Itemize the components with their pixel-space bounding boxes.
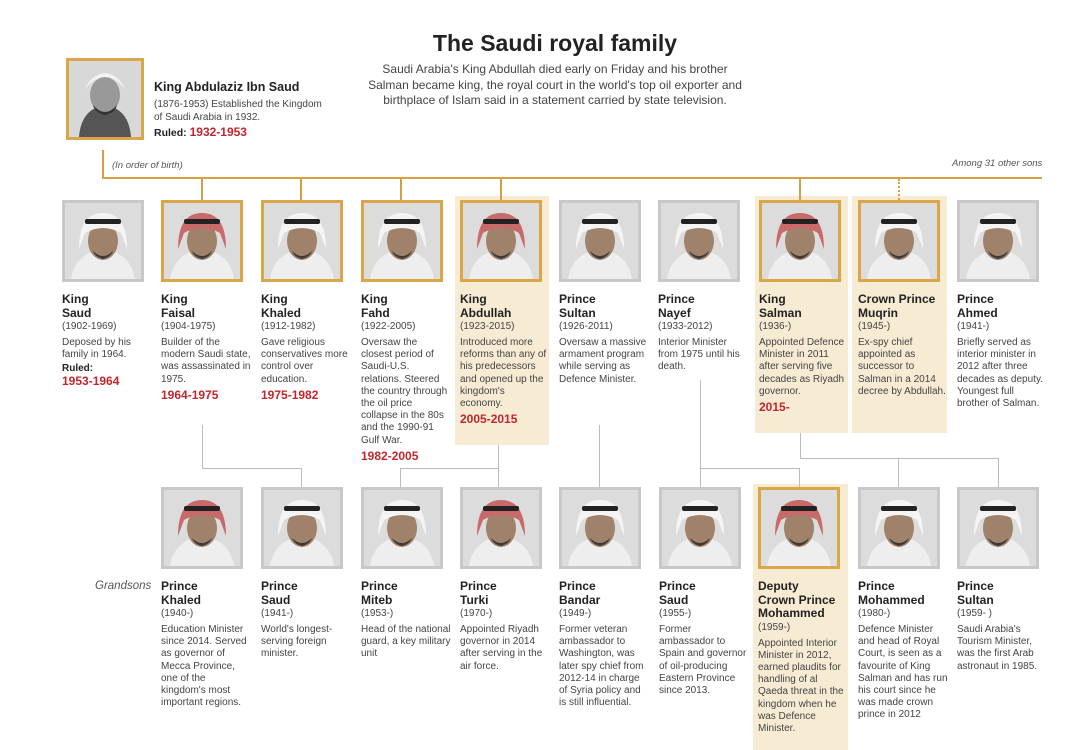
- portrait-fahd: [361, 200, 443, 282]
- son-ruled: 2005-2015: [460, 412, 518, 427]
- grandson-card-turki: [460, 487, 550, 673]
- son-card-abdullah: [460, 200, 550, 426]
- drop-khaled: [300, 177, 302, 200]
- son-ruled: 1953-1964: [62, 374, 120, 389]
- portrait-saud: [62, 200, 144, 282]
- gconn-salman: [800, 433, 801, 459]
- gconn-abdullah: [498, 445, 499, 487]
- gconn-abdullah-h: [400, 468, 499, 469]
- grandson-name: Prince Turki: [460, 579, 497, 607]
- portrait-turki: [460, 487, 542, 569]
- grandson-years: (1949-): [559, 608, 592, 619]
- son-years: (1912-1982): [261, 321, 316, 332]
- grandson-name: Prince Saud: [659, 579, 696, 607]
- son-years: (1933-2012): [658, 321, 713, 332]
- son-description: Ex-spy chief appointed as successor to Salman in a 2014 decree by Abdullah.: [858, 337, 946, 397]
- gconn-sultanbs-drop: [998, 458, 999, 487]
- son-name: King Saud: [62, 292, 92, 320]
- gconn-mbn-drop: [799, 468, 800, 487]
- son-card-sultan: [559, 200, 649, 386]
- son-name: Prince Nayef: [658, 292, 695, 320]
- portrait-miteb: [361, 487, 443, 569]
- grandson-description: Appointed Riyadh governor in 2014 after serving in the air force.: [460, 624, 543, 672]
- grandson-card-saud: [261, 487, 351, 661]
- son-description: Appointed Defence Minister in 2011 after serving five decades as Riyadh governor.: [759, 337, 845, 397]
- son-card-fahd: [361, 200, 451, 463]
- grandson-years: (1980-): [858, 608, 891, 619]
- son-ruled: 1982-2005: [361, 448, 419, 463]
- son-ruled: 2015-: [759, 400, 790, 415]
- grandson-name: Deputy Crown Prince Mohammed: [758, 579, 836, 620]
- son-years: (1945-): [858, 321, 891, 332]
- grandson-name: Prince Saud: [261, 579, 298, 607]
- son-description: Briefly served as interior minister in 2012 after three decades as deputy. Youngest full brother of Salman.: [957, 337, 1043, 410]
- portrait-faisal: [161, 200, 243, 282]
- founder-portrait: [66, 58, 144, 140]
- portrait-nayef: [658, 200, 740, 282]
- grandson-card-saud-bin-nayef: [659, 487, 749, 697]
- portrait-saud-bin-nayef: [659, 487, 741, 569]
- grandson-description: Head of the national guard, a key military unit: [361, 624, 451, 660]
- portrait-sultan-bin-salman: [957, 487, 1039, 569]
- son-card-muqrin: [858, 200, 948, 398]
- gconn-mbs-drop: [898, 458, 899, 487]
- grandson-name: Prince Miteb: [361, 579, 398, 607]
- drop-abdullah: [500, 177, 502, 200]
- grandson-card-miteb: [361, 487, 451, 661]
- son-card-ahmed: [957, 200, 1043, 410]
- son-name: King Salman: [759, 292, 802, 320]
- son-description: Oversaw a massive armament program while serving as Defence Minister.: [559, 337, 647, 385]
- grandson-years: (1959- ): [957, 608, 993, 619]
- grandson-years: (1970-): [460, 608, 493, 619]
- grandson-description: Former veteran ambassador to Washington, was later spy chief from 2012-14 in charge of Syria policy and is still influential.: [559, 624, 644, 709]
- son-name: Prince Sultan: [559, 292, 596, 320]
- son-description: Builder of the modern Saudi state, was assassinated in 1975.: [161, 337, 251, 385]
- drop-salman: [799, 177, 801, 200]
- portrait-bandar: [559, 487, 641, 569]
- portrait-salman: [759, 200, 841, 282]
- son-card-saud: [62, 200, 152, 388]
- founder-ruled: [154, 125, 247, 139]
- drop-faisal: [201, 177, 203, 200]
- grandson-card-sultan-bin-salman: [957, 487, 1043, 673]
- grandson-years: (1941-): [261, 608, 294, 619]
- grandson-name: Prince Mohammed: [858, 579, 925, 607]
- son-name: King Khaled: [261, 292, 302, 320]
- gconn-sultan: [599, 425, 600, 487]
- son-years: (1902-1969): [62, 321, 117, 332]
- birth-order-note: (In order of birth): [112, 160, 183, 171]
- portrait-sultan: [559, 200, 641, 282]
- gconn-salman-h: [800, 458, 999, 459]
- other-sons-note: Among 31 other sons: [952, 158, 1043, 169]
- son-years: (1923-2015): [460, 321, 515, 332]
- drop-muqrin: [898, 179, 900, 200]
- grandson-card-khaled: [161, 487, 251, 709]
- son-card-nayef: [658, 200, 748, 374]
- grandson-years: (1940-): [161, 608, 194, 619]
- son-years: (1922-2005): [361, 321, 416, 332]
- founder-ruled-years: 1932-1953: [189, 125, 247, 139]
- grandson-description: Saudi Arabia's Tourism Minister, was the first Arab astronaut in 1985.: [957, 624, 1038, 672]
- grandson-description: World's longest-serving foreign minister.: [261, 624, 333, 660]
- son-description: Deposed by his family in 1964.: [62, 337, 131, 361]
- son-description: Gave religious conservatives more control over education.: [261, 337, 348, 385]
- grandson-name: Prince Sultan: [957, 579, 994, 607]
- son-ruled-label: Ruled:: [62, 363, 94, 375]
- founder-name: King Abdulaziz Ibn Saud: [154, 80, 300, 94]
- founder-ruled-label: Ruled:: [154, 127, 187, 139]
- son-name: Prince Ahmed: [957, 292, 998, 320]
- son-years: (1904-1975): [161, 321, 216, 332]
- son-name: Crown Prince Muqrin: [858, 292, 936, 320]
- gconn-faisal-h: [202, 468, 301, 469]
- grandson-description: Appointed Interior Minister in 2012, earned plaudits for handling of al Qaeda threat in the kingdom when he was Defence Minister.: [758, 637, 844, 734]
- portrait-khaled: [261, 200, 343, 282]
- grandson-card-mohammed-bin-salman: [858, 487, 948, 722]
- son-description: Interior Minister from 1975 until his death.: [658, 337, 740, 373]
- son-ruled: 1975-1982: [261, 387, 319, 402]
- son-description: Introduced more reforms than any of his predecessors and opened up the kingdom's economy.: [460, 337, 547, 410]
- grandsons-label: Grandsons: [95, 580, 152, 592]
- grandson-description: Defence Minister and head of Royal Court, is seen as a favourite of King Salman and has run his court since he was made crown prince in 2012: [858, 624, 948, 721]
- gconn-saud-drop: [301, 468, 302, 487]
- drop-fahd: [400, 177, 402, 200]
- grandson-years: (1959-): [758, 621, 791, 633]
- son-years: (1936-): [759, 321, 792, 332]
- grandson-name: Prince Bandar: [559, 579, 601, 607]
- grandson-description: Former ambassador to Spain and governor of oil-producing Eastern Province since 2013.: [659, 624, 747, 697]
- son-ruled: 1964-1975: [161, 387, 219, 402]
- gconn-nayef: [700, 380, 701, 487]
- son-name: King Faisal: [161, 292, 196, 320]
- portrait-saud-al-faisal: [261, 487, 343, 569]
- gconn-faisal: [202, 425, 203, 469]
- grandson-name: Prince Khaled: [161, 579, 202, 607]
- son-years: (1926-2011): [559, 321, 613, 332]
- son-card-faisal: [161, 200, 251, 402]
- founder-description: (1876-1953) Established the Kingdom of Saudi Arabia in 1932.: [154, 99, 322, 123]
- gconn-nayef-h: [700, 468, 799, 469]
- portrait-ahmed: [957, 200, 1039, 282]
- grandson-years: (1953-): [361, 608, 394, 619]
- son-card-salman: [759, 200, 849, 414]
- portrait-khaled-al-faisal: [161, 487, 243, 569]
- portrait-mohammed-bin-salman: [858, 487, 940, 569]
- grandson-card-bandar: [559, 487, 649, 709]
- grandson-card-mohammed-bin-nayef: [758, 487, 848, 735]
- sons-connector: [102, 177, 1042, 179]
- son-card-khaled: [261, 200, 351, 402]
- gconn-miteb-drop: [400, 468, 401, 487]
- portrait-abdullah: [460, 200, 542, 282]
- son-name: King Abdullah: [460, 292, 512, 320]
- portrait-mohammed-bin-nayef: [758, 487, 840, 569]
- grandson-description: Education Minister since 2014. Served as governor of Mecca Province, one of the kingdom's most important regions.: [161, 624, 247, 709]
- portrait-muqrin: [858, 200, 940, 282]
- chart-title: The Saudi royal family: [432, 30, 678, 56]
- grandson-years: (1955-): [659, 608, 692, 619]
- founder-stem: [102, 150, 104, 178]
- son-name: King Fahd: [361, 292, 390, 320]
- son-years: (1941-): [957, 321, 990, 332]
- son-description: Oversaw the closest period of Saudi-U.S. relations. Steered the country through the oil price collapse in the 80s and the 1990-91 Gulf War.: [361, 337, 448, 446]
- chart-subtitle: Saudi Arabia's King Abdullah died early on Friday and his brother Salman became king, the royal court in the world's top oil exporter and birthplace of Islam said in a statement carried by state television.: [368, 62, 742, 107]
